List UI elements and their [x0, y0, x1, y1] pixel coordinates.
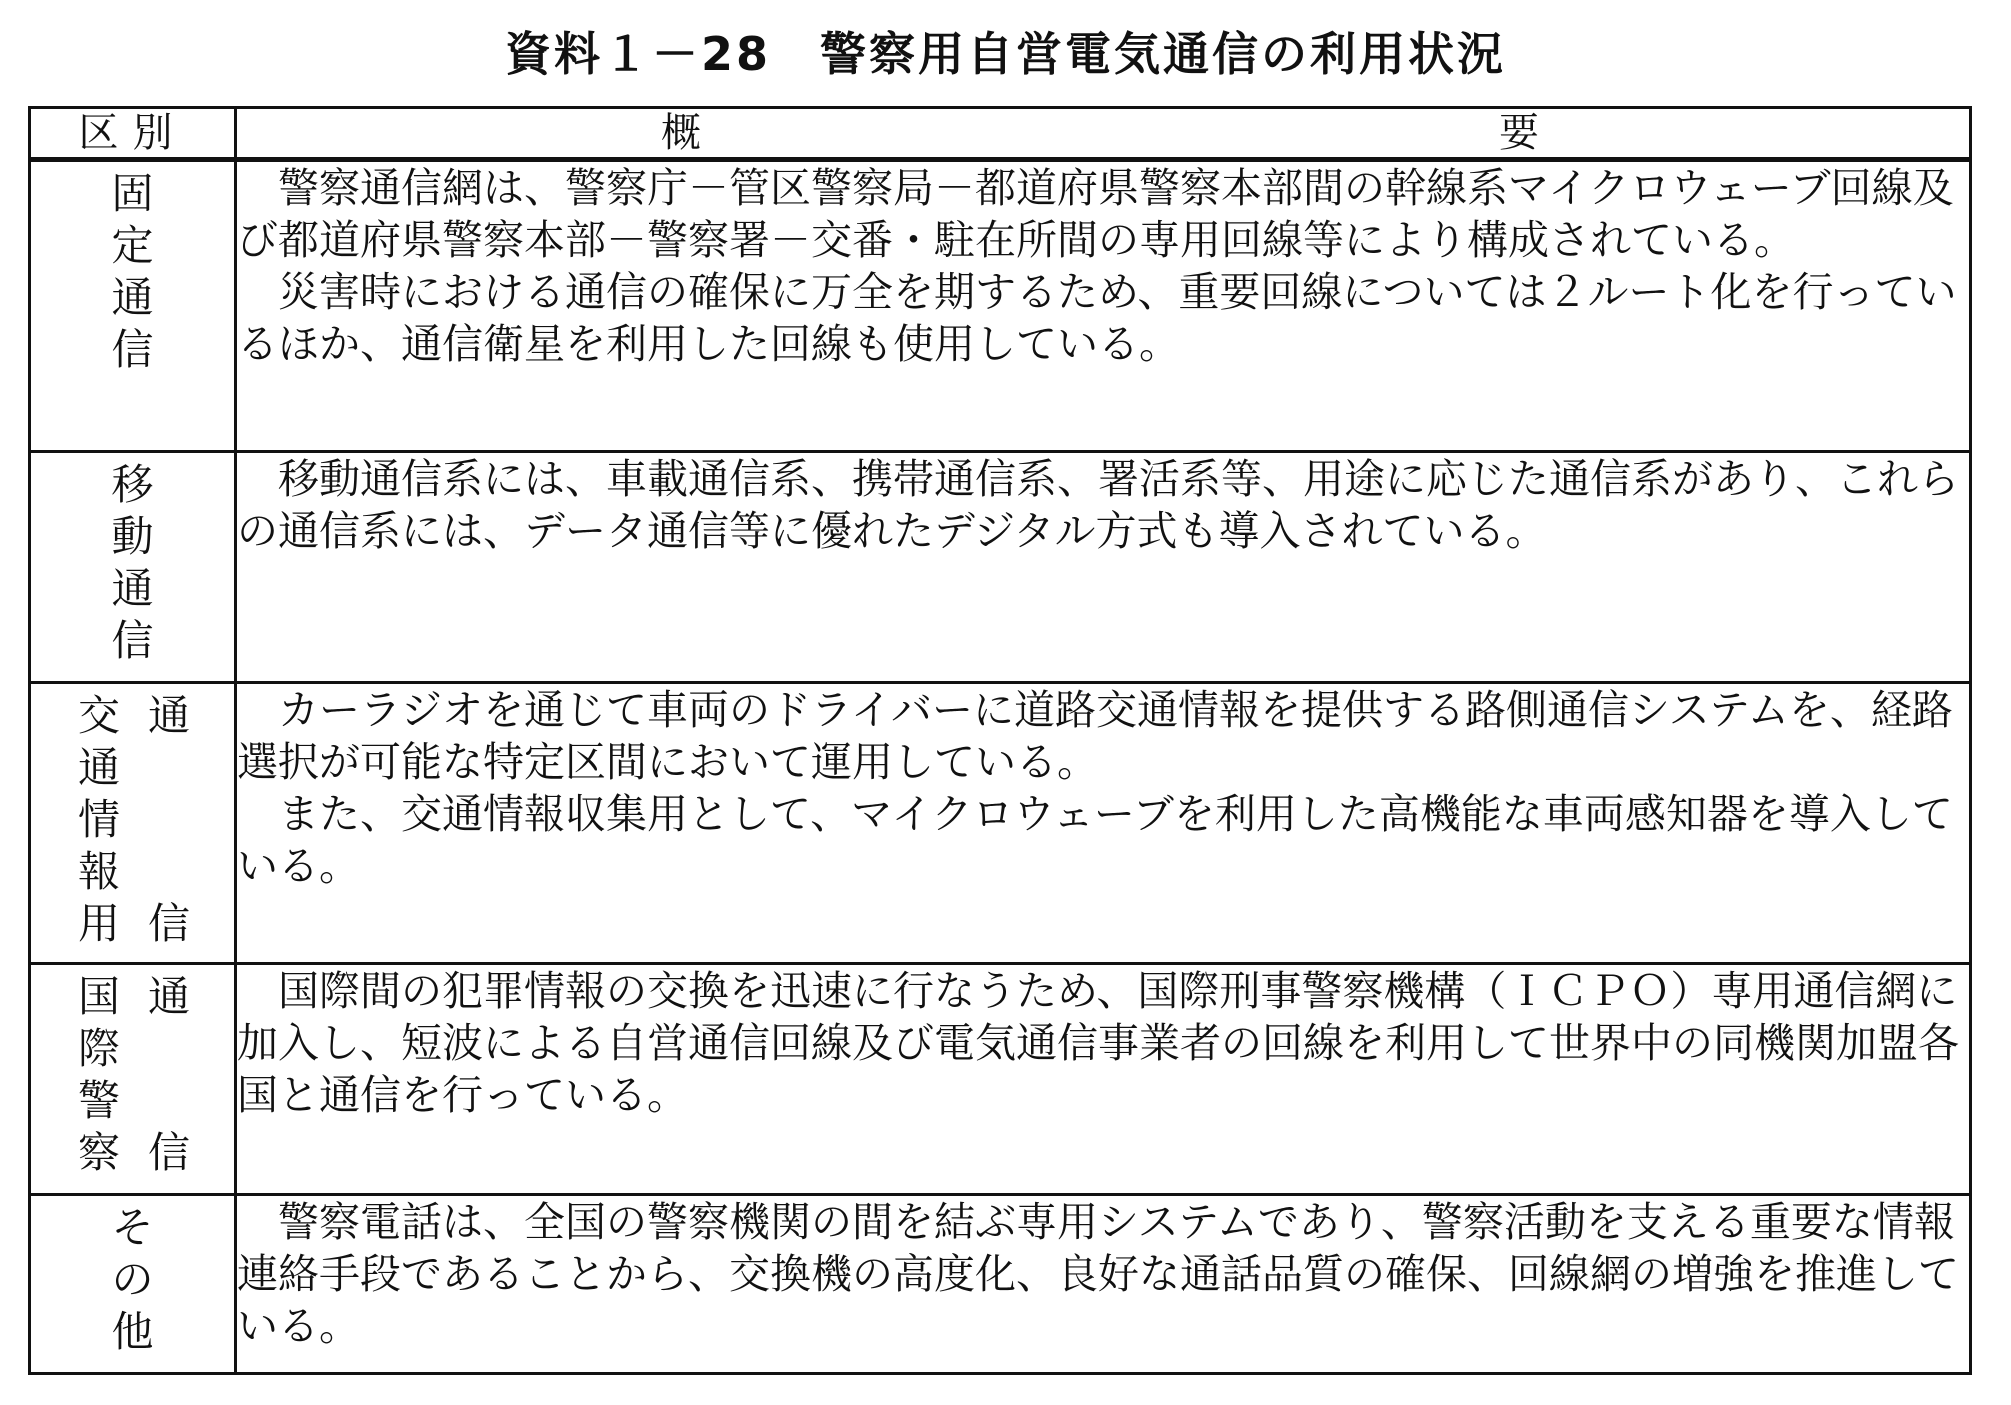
description-paragraph: また、交通情報収集用として、マイクロウェーブを利用した高機能な車両感知器を導入している。	[237, 790, 1953, 890]
category-cell	[30, 964, 236, 1195]
category-char: 通	[111, 564, 154, 613]
table-row	[30, 160, 1971, 452]
description-cell	[236, 964, 1971, 1195]
category-char: の	[111, 1255, 154, 1304]
category-char: 察	[77, 1128, 120, 1177]
category-char: 通	[147, 972, 190, 1021]
header-description-char-2: 要	[1499, 110, 1539, 156]
category-label	[31, 684, 234, 962]
description-paragraph: 国際間の犯罪情報の交換を迅速に行なうため、国際刑事警察機構（ＩＣＰＯ）専用通信網に加入し、短波による自営通信回線及び電気通信事業者の回線を利用して世界中の同機関加盟各国と通信を行っている。	[237, 967, 1959, 1119]
category-label	[31, 1196, 234, 1358]
category-char: 通	[111, 273, 154, 322]
header-description-char-1: 概	[661, 110, 701, 156]
category-char: 用	[77, 899, 120, 948]
category-cell	[30, 1195, 236, 1374]
category-char: 国	[77, 972, 120, 1021]
category-cell	[30, 683, 236, 964]
category-char: 移	[111, 460, 154, 509]
description-paragraph: 災害時における通信の確保に万全を期するため、重要回線については２ルート化を行っているほか、通信衛星を利用した回線も使用している。	[237, 268, 1957, 368]
description-cell	[236, 452, 1971, 683]
description-cell	[236, 160, 1971, 452]
category-char: 信	[147, 1128, 190, 1177]
category-char: 通	[77, 743, 120, 792]
table-row	[30, 964, 1971, 1195]
category-char: 際	[77, 1024, 120, 1073]
category-label	[31, 453, 234, 667]
category-char: 動	[111, 512, 154, 561]
category-char: 定	[111, 221, 154, 270]
description-cell	[236, 1195, 1971, 1374]
category-char: そ	[111, 1203, 154, 1252]
category-char: 信	[147, 899, 190, 948]
category-char: 報	[77, 847, 120, 896]
usage-table	[28, 106, 1972, 1375]
category-label	[31, 162, 234, 376]
description-paragraph: 警察通信網は、警察庁－管区警察局－都道府県警察本部間の幹線系マイクロウェーブ回線及び都道府県警察本部－警察署－交番・駐在所間の専用回線等により構成されている。	[237, 164, 1954, 264]
category-char: 信	[111, 325, 154, 374]
table-row	[30, 683, 1971, 964]
category-char: 情	[77, 795, 120, 844]
table-row	[30, 1195, 1971, 1374]
category-char: 固	[111, 169, 154, 218]
description-paragraph: 警察電話は、全国の警察機関の間を結ぶ専用システムであり、警察活動を支える重要な情報連絡手段であることから、交換機の高度化、良好な通話品質の確保、回線網の増強を推進している。	[237, 1198, 1959, 1350]
category-cell	[30, 452, 236, 683]
description-paragraph: 移動通信系には、車載通信系、携帯通信系、署活系等、用途に応じた通信系があり、これらの通信系には、データ通信等に優れたデジタル方式も導入されている。	[237, 455, 1959, 555]
category-label	[31, 965, 234, 1193]
category-char: 通	[147, 691, 190, 740]
table-header-row	[30, 108, 1971, 160]
table-row	[30, 452, 1971, 683]
category-char: 他	[111, 1307, 154, 1356]
header-description	[236, 108, 1971, 160]
page-title: 資料１－28 警察用自営電気通信の利用状況	[504, 27, 1506, 81]
description-paragraph: カーラジオを通じて車両のドライバーに道路交通情報を提供する路側通信システムを、経路選択が可能な特定区間において運用している。	[237, 686, 1953, 786]
category-char: 警	[77, 1076, 120, 1125]
category-char: 信	[111, 616, 154, 665]
category-cell	[30, 160, 236, 452]
description-cell	[236, 683, 1971, 964]
category-char: 交	[77, 691, 120, 740]
header-category: 区別	[30, 108, 236, 160]
